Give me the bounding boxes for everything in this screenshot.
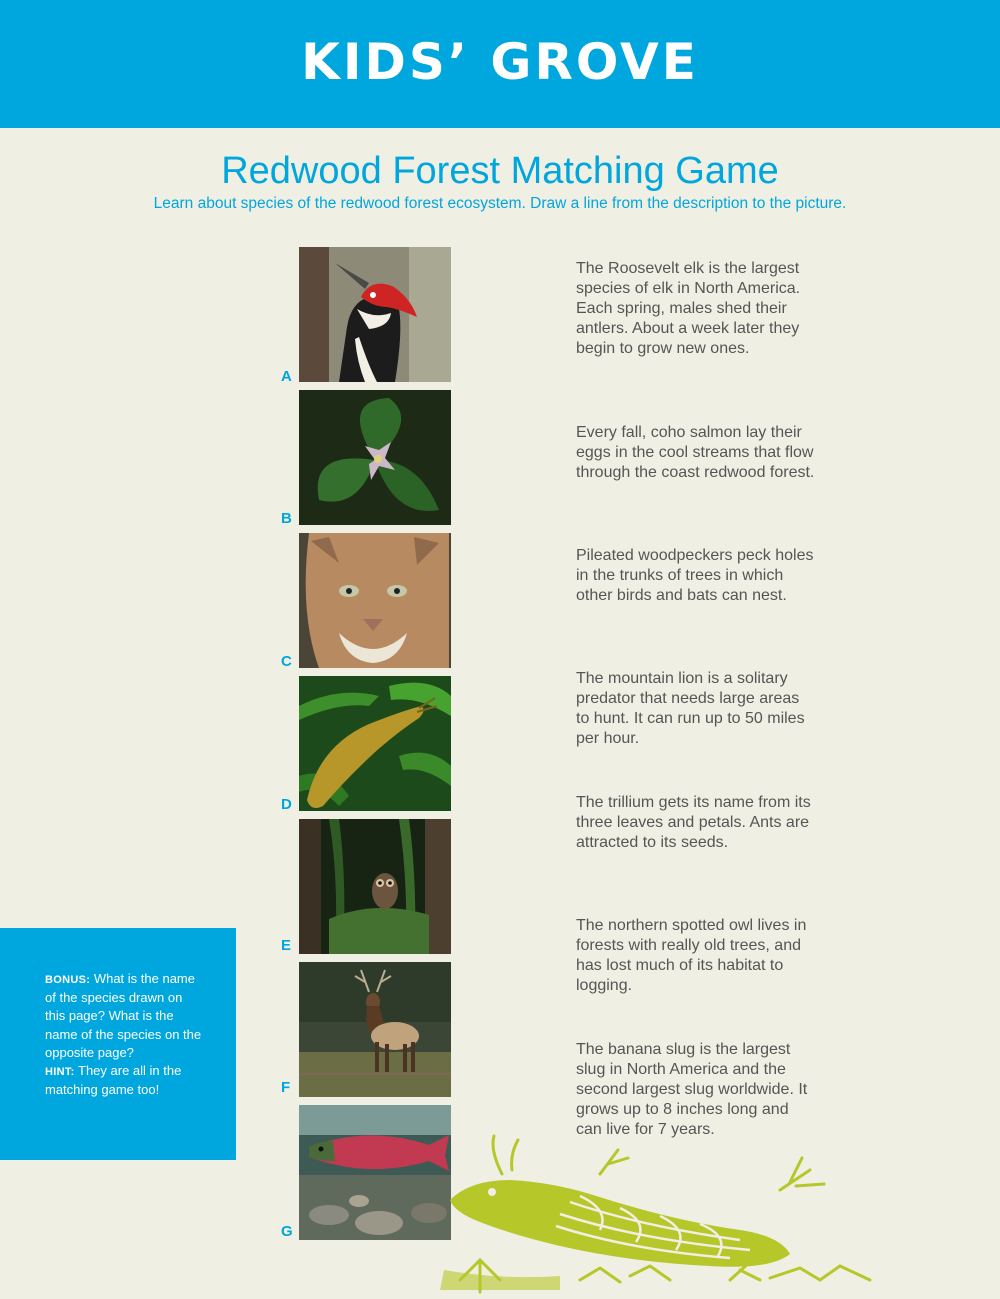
salmon-photo [299,1105,451,1240]
bonus-question: What is the name of the species drawn on this page? What is the name of the species on the opposite page? [45,971,202,1060]
picture-letter: B [281,510,292,527]
woodpecker-photo [299,247,451,382]
mountain-lion-photo [299,533,451,668]
description-3: Pileated woodpeckers peck holes in the trunks of trees in which other birds and bats can nest. [576,547,814,604]
picture-letter: E [281,937,292,954]
picture-letter: G [281,1223,293,1240]
description-6: The northern spotted owl lives in forests with really old trees, and has lost much of its habitat to logging. [576,917,807,994]
description-2: Every fall, coho salmon lay their eggs in the cool streams that flow through the coast redwood forest. [576,424,815,481]
description-5: The trillium gets its name from its three leaves and petals. Ants are attracted to its seeds. [576,794,811,851]
description-4: The mountain lion is a solitary predator that needs large areas to hunt. It can run up to 50 miles per hour. [576,670,805,747]
description-1: The Roosevelt elk is the largest species of elk in North America. Each spring, males shed their antlers. About a week later they begin to grow new ones. [576,260,801,357]
picture-letter: D [281,796,292,813]
picture-letter: C [281,653,292,670]
page-subtitle: Learn about species of the redwood forest ecosystem. Draw a line from the description to the picture. [153,195,847,212]
banana-slug-photo [299,676,451,811]
bonus-label: BONUS: [45,974,91,986]
elk-photo [299,962,451,1097]
header-banner [0,0,1000,128]
bonus-text [45,970,205,1099]
banana-slug-drawing [440,1130,880,1295]
picture-letter: F [281,1079,291,1096]
header-title: KIDS’ GROVE [301,33,699,91]
description-7: The banana slug is the largest slug in North America and the second largest slug worldwide. It grows up to 8 inches long and can live for 7 years. [576,1041,808,1138]
bonus-hint: They are all in the matching game too! [45,1063,182,1098]
spotted-owl-photo [299,819,451,954]
picture-letter: A [281,368,292,385]
trillium-photo [299,390,451,525]
page-title: Redwood Forest Matching Game [221,150,779,192]
hint-label: HINT: [45,1066,75,1079]
